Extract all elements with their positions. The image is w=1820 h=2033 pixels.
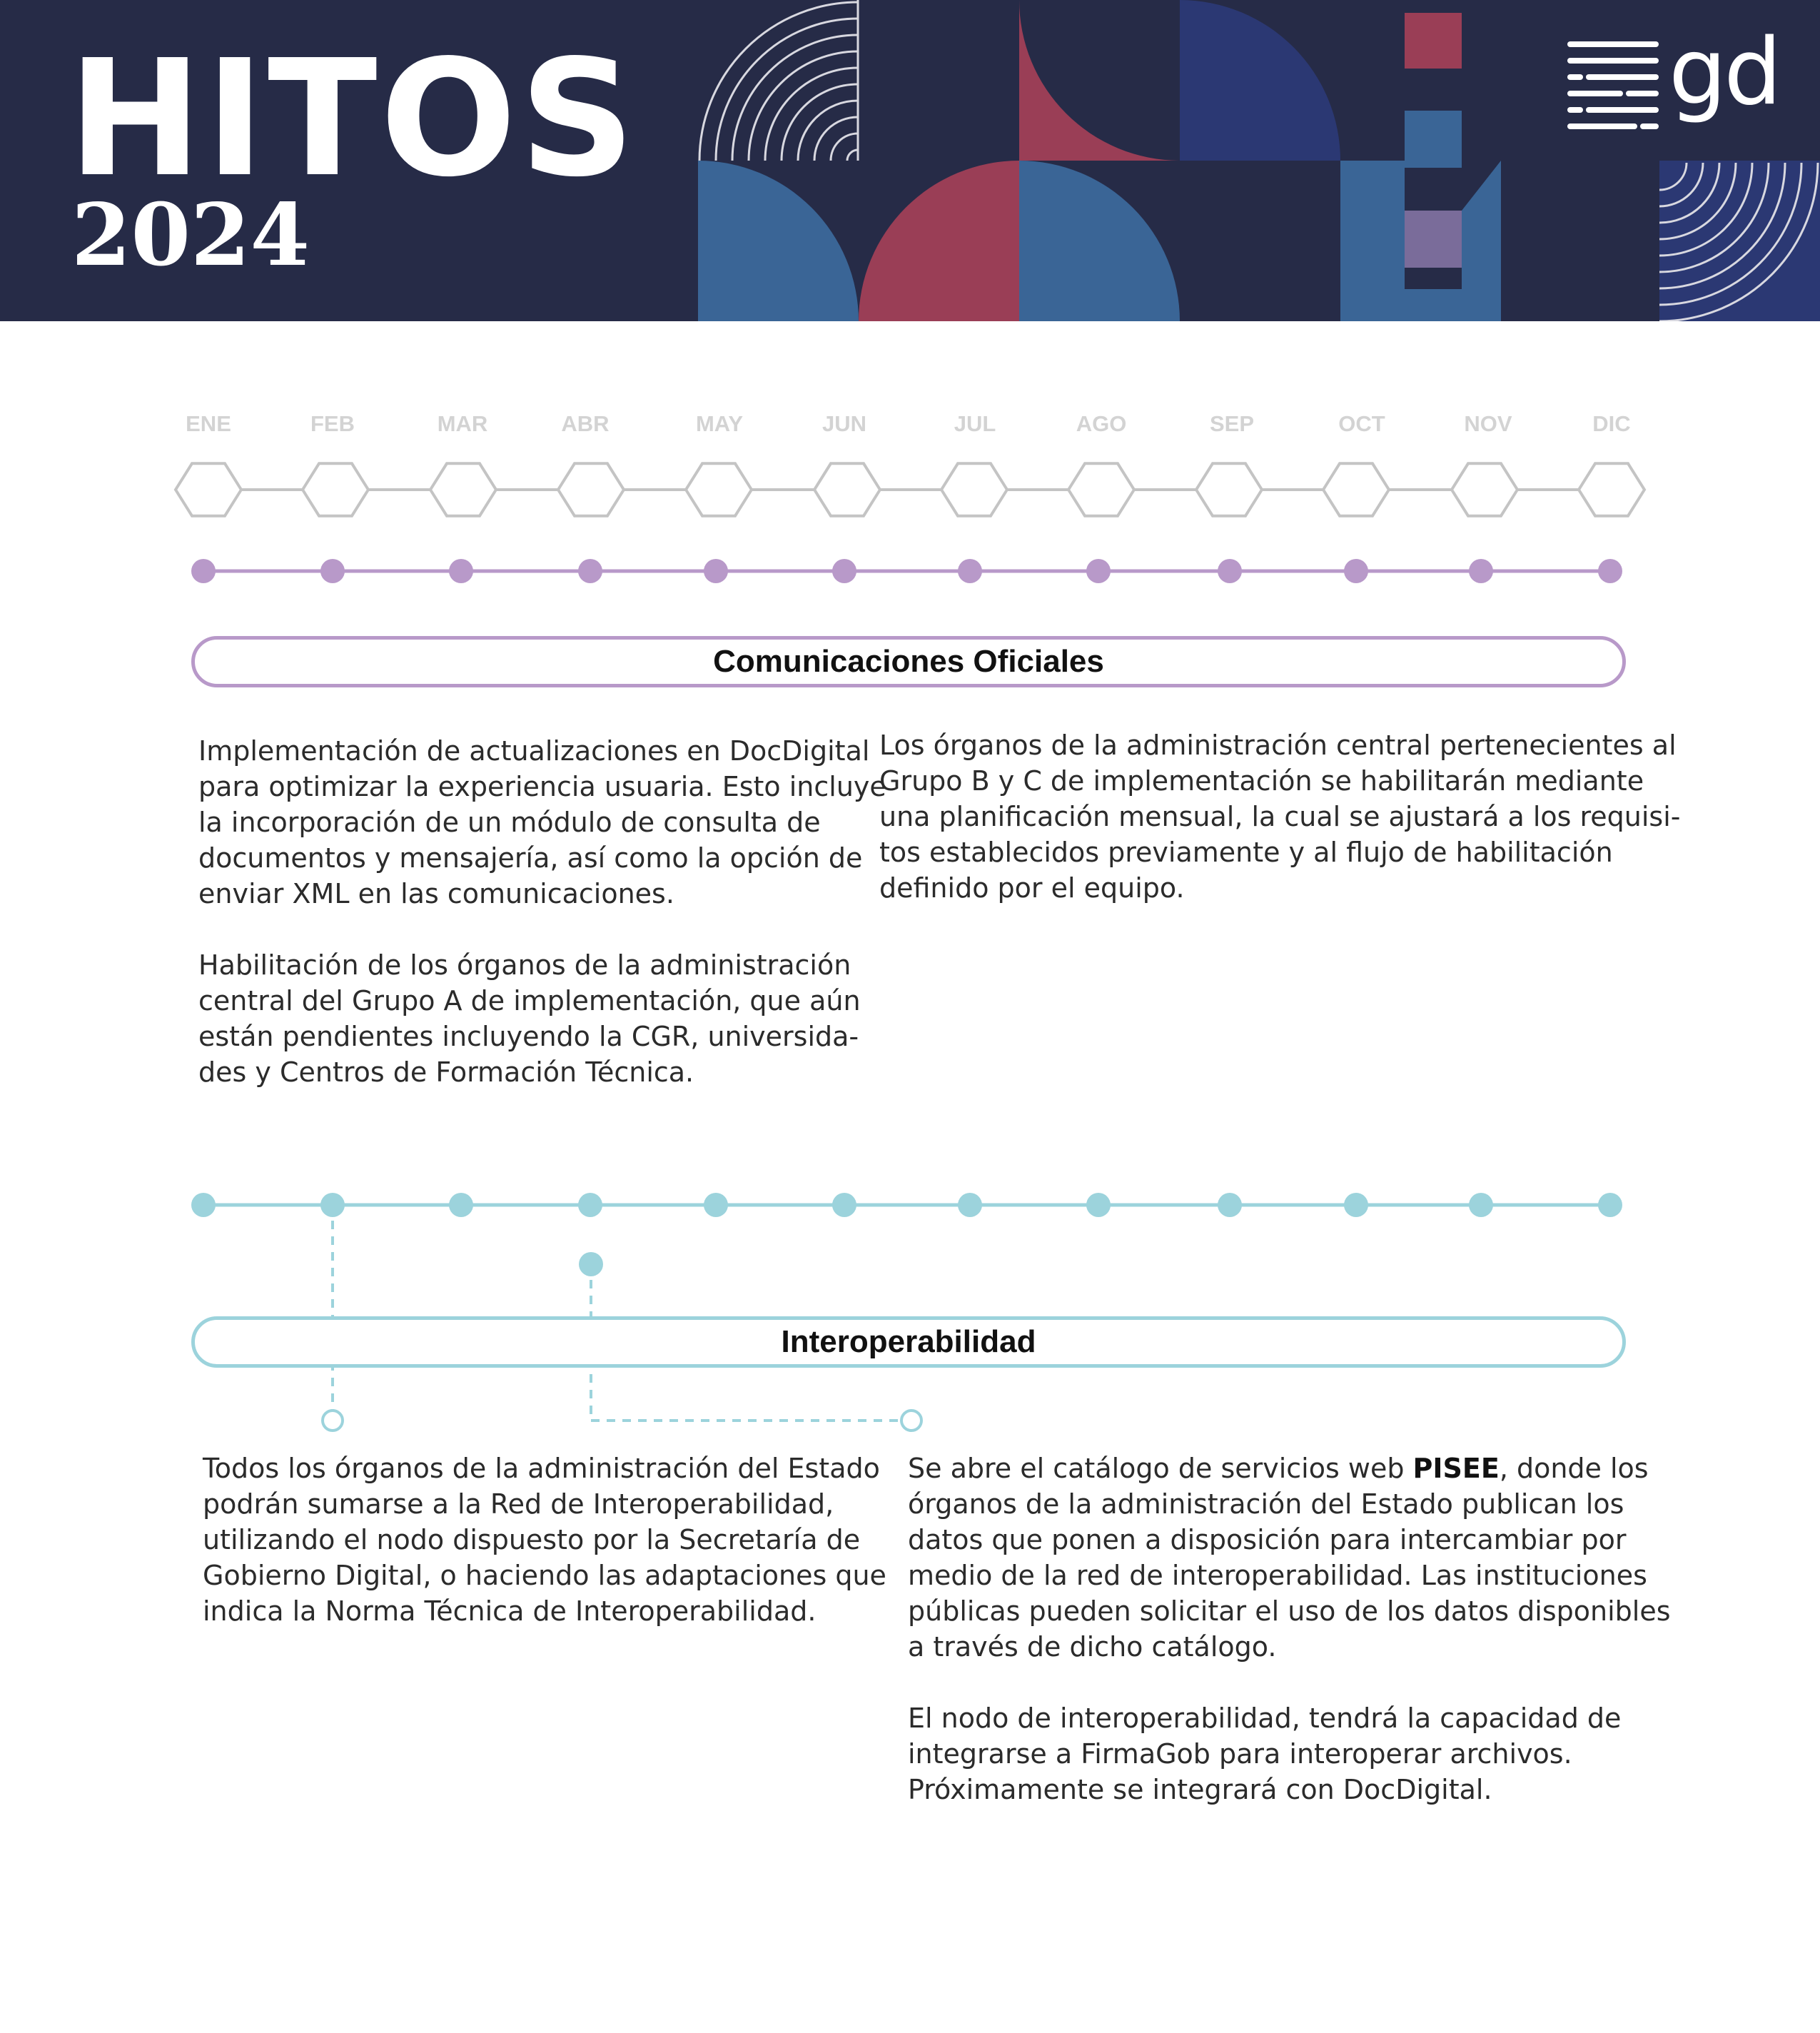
- hexagon-marker: [1323, 463, 1389, 515]
- hexagon-marker: [686, 463, 752, 515]
- connector-endpoint: [901, 1411, 921, 1431]
- purple-timeline-dot: [1218, 559, 1242, 583]
- hexagon-marker: [1452, 463, 1517, 515]
- teal-timeline-dot: [1218, 1193, 1242, 1217]
- month-label: AGO: [1076, 411, 1127, 436]
- teal-timeline-dot: [1344, 1193, 1368, 1217]
- purple-timeline-dot: [1469, 559, 1493, 583]
- teal-timeline-dot: [191, 1193, 216, 1217]
- teal-timeline-dot: [832, 1193, 856, 1217]
- month-label: SEP: [1209, 411, 1255, 436]
- month-label: JUL: [954, 411, 996, 436]
- purple-timeline-dot: [1344, 559, 1368, 583]
- connector-endpoint: [323, 1411, 343, 1431]
- page-title: HITOS: [68, 26, 638, 213]
- purple-timeline-dot: [1598, 559, 1622, 583]
- teal-timeline-dot: [578, 1193, 602, 1217]
- purple-timeline-dot: [704, 559, 728, 583]
- gd-logo: gd: [1669, 19, 1779, 126]
- teal-timeline-dot: [704, 1193, 728, 1217]
- hexagon-marker: [430, 463, 496, 515]
- section-title-comunicaciones: Comunicaciones Oficiales: [191, 636, 1626, 687]
- month-label: DIC: [1592, 411, 1631, 436]
- interop-left-paragraph: Todos los órganos de la administración del Estado podrán sumarse a la Red de Interoperabilidad, utilizando el nodo dispuesto por la Secretaría de Gobierno Digital, o haciendo las adaptaciones que indica la Norma Técnica de Interoperabilidad.: [203, 1453, 886, 1627]
- purple-timeline-dot: [191, 559, 216, 583]
- teal-timeline-dot: [449, 1193, 473, 1217]
- pisee-highlight: PISEE: [1412, 1453, 1500, 1484]
- hexagon-marker: [1068, 463, 1134, 515]
- month-label: JUN: [821, 411, 866, 436]
- month-label: NOV: [1464, 411, 1512, 436]
- month-label: OCT: [1338, 411, 1385, 436]
- hexagon-marker: [1196, 463, 1262, 515]
- comunicaciones-right-paragraph: Los órganos de la administración central pertenecientes al Grupo B y C de implementación se habilitarán mediante una planificación mensual, la cual se ajustará a los requisi- tos establecidos previamente y al flujo de habilitación definido por el equipo.: [879, 730, 1681, 904]
- purple-timeline-dot: [1086, 559, 1111, 583]
- hexagon-row: [176, 463, 1644, 515]
- hexagon-marker: [176, 463, 241, 515]
- purple-timeline-dot: [449, 559, 473, 583]
- comunicaciones-left-paragraph-1: Implementación de actualizaciones en DocDigital para optimizar la experiencia usuaria. Esto incluye la incorporación de un módulo de consulta de documentos y mensajería, así como la opción de enviar XML en las comunicaciones.: [198, 735, 886, 909]
- teal-timeline-dot: [1086, 1193, 1111, 1217]
- hexagon-marker: [303, 463, 368, 515]
- section-title-interoperabilidad: Interoperabilidad: [191, 1316, 1626, 1368]
- purple-timeline-dot: [320, 559, 345, 583]
- year-label: 2024: [71, 185, 310, 286]
- purple-timeline-dot: [958, 559, 982, 583]
- teal-timeline-dot: [1598, 1193, 1622, 1217]
- month-label: ENE: [186, 411, 231, 436]
- purple-timeline-dot: [578, 559, 602, 583]
- month-label: MAY: [695, 411, 744, 436]
- teal-dot-timeline: [191, 1193, 1622, 1217]
- month-label: ABR: [561, 411, 610, 436]
- teal-timeline-dot: [1469, 1193, 1493, 1217]
- teal-timeline-dot: [958, 1193, 982, 1217]
- hexagon-marker: [558, 463, 624, 515]
- purple-timeline-dot: [832, 559, 856, 583]
- hexagon-marker: [814, 463, 880, 515]
- comunicaciones-left-paragraph-2: Habilitación de los órganos de la administración central del Grupo A de implementación, que aún están pendientes incluyendo la CGR, universida- des y Centros de Formación Técnica.: [198, 949, 861, 1088]
- interop-right-paragraph-2: El nodo de interoperabilidad, tendrá la capacidad de integrarse a FirmaGob para interoperar archivos. Próximamente se integrará con DocDigital.: [908, 1702, 1622, 1805]
- hexagon-marker: [941, 463, 1007, 515]
- hexagon-marker: [1579, 463, 1644, 515]
- purple-dot-timeline: [191, 559, 1622, 583]
- month-label: MAR: [437, 411, 488, 436]
- month-label: FEB: [310, 411, 355, 436]
- interop-right-paragraph-1: Se abre el catálogo de servicios web PISEE, donde los órganos de la administración del Estado publican los datos que ponen a disposición para intercambiar por medio de la red de interoperabilidad. Las instituciones públicas pueden solicitar el uso de los datos disponibles a través de dicho catálogo.: [908, 1453, 1671, 1663]
